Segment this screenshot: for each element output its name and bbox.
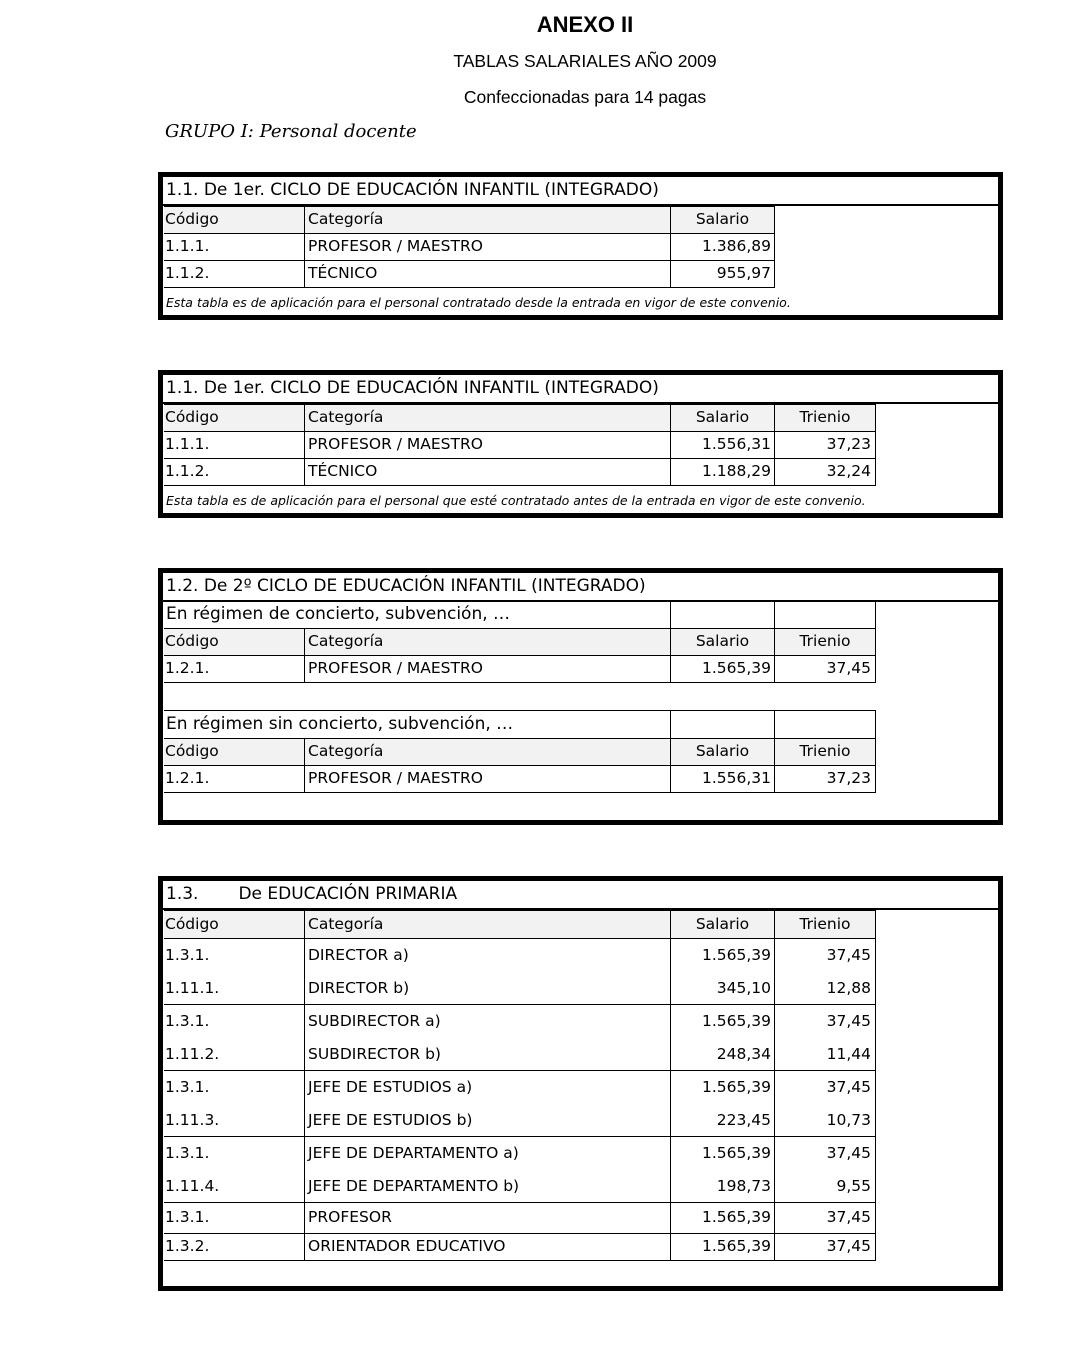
categoria-b: JEFE DE DEPARTAMENTO b): [308, 1177, 520, 1195]
empty-cell: [670, 710, 775, 739]
codigo-b: 1.11.3.: [165, 1111, 220, 1129]
categoria-b: DIRECTOR b): [308, 979, 410, 997]
codigo-b: 1.11.1.: [165, 979, 220, 997]
categoria-a: SUBDIRECTOR a): [308, 1012, 441, 1030]
col-header-categoria: Categoría: [304, 738, 671, 766]
cell-categoria: TÉCNICO: [304, 260, 671, 288]
salary-table-1: [158, 172, 1003, 320]
cell-codigo: 1.1.2.: [164, 260, 305, 288]
page-title: ANEXO II: [536, 12, 634, 37]
cell-categoria: [304, 1004, 671, 1071]
col-header-codigo: Código: [164, 738, 305, 766]
col-header-salario: Salario: [670, 628, 775, 656]
cell-trienio: [774, 1004, 876, 1071]
cell-trienio: 37,45: [774, 1233, 876, 1261]
page-subtitle-pagas: Confeccionadas para 14 pagas: [463, 87, 707, 107]
cell-categoria: PROFESOR / MAESTRO: [304, 765, 671, 793]
cell-codigo: [164, 1004, 305, 1071]
cell-categoria: [304, 938, 671, 1005]
categoria-a: JEFE DE ESTUDIOS a): [308, 1078, 473, 1096]
trienio-b: 9,55: [836, 1177, 871, 1195]
cell-codigo: 1.1.1.: [164, 233, 305, 261]
codigo-a: 1.3.1.: [165, 1144, 210, 1162]
salario-a: 1.565,39: [701, 1144, 771, 1162]
cell-categoria: [304, 1070, 671, 1137]
salario-a: 1.565,39: [701, 1078, 771, 1096]
cell-codigo: 1.3.2.: [164, 1233, 305, 1261]
cell-codigo: 1.2.1.: [164, 655, 305, 683]
regimen-label: En régimen de concierto, subvención, …: [164, 600, 671, 629]
table-note: Esta tabla es de aplicación para el personal contratado desde la entrada en vigor de este convenio.: [166, 295, 791, 310]
cell-salario: 1.386,89: [670, 233, 775, 261]
codigo-b: 1.11.4.: [165, 1177, 220, 1195]
col-header-categoria: Categoría: [304, 206, 671, 234]
col-header-categoria: Categoría: [304, 628, 671, 656]
categoria-b: JEFE DE ESTUDIOS b): [308, 1111, 473, 1129]
codigo-a: 1.3.1.: [165, 1078, 210, 1096]
cell-codigo: 1.3.1.: [164, 1202, 305, 1234]
cell-salario: [670, 1136, 775, 1203]
empty-cell: [774, 710, 876, 739]
cell-salario: [670, 1004, 775, 1071]
cell-salario: 1.565,39: [670, 1202, 775, 1234]
cell-salario: 1.556,31: [670, 431, 775, 459]
cell-salario: 1.565,39: [670, 1233, 775, 1261]
cell-categoria: ORIENTADOR EDUCATIVO: [304, 1233, 671, 1261]
cell-codigo: 1.1.2.: [164, 458, 305, 486]
cell-codigo: [164, 1136, 305, 1203]
trienio-a: 37,45: [826, 946, 871, 964]
trienio-b: 11,44: [826, 1045, 871, 1063]
cell-categoria: PROFESOR / MAESTRO: [304, 233, 671, 261]
col-header-trienio: Trienio: [774, 404, 876, 432]
cell-categoria: PROFESOR: [304, 1202, 671, 1234]
col-header-codigo: Código: [164, 206, 305, 234]
cell-categoria: PROFESOR / MAESTRO: [304, 655, 671, 683]
codigo-b: 1.11.2.: [165, 1045, 220, 1063]
regimen-label: En régimen sin concierto, subvención, …: [164, 710, 671, 739]
col-header-salario: Salario: [670, 910, 775, 939]
col-header-codigo: Código: [164, 910, 305, 939]
cell-salario: 955,97: [670, 260, 775, 288]
trienio-a: 37,45: [826, 1078, 871, 1096]
col-header-trienio: Trienio: [774, 738, 876, 766]
cell-trienio: 37,45: [774, 655, 876, 683]
cell-trienio: 37,45: [774, 1202, 876, 1234]
salario-b: 345,10: [716, 979, 771, 997]
col-header-salario: Salario: [670, 404, 775, 432]
table-title-number: 1.3.: [166, 884, 199, 904]
cell-codigo: 1.2.1.: [164, 765, 305, 793]
salario-b: 223,45: [716, 1111, 771, 1129]
salario-a: 1.565,39: [701, 946, 771, 964]
col-header-salario: Salario: [670, 206, 775, 234]
cell-salario: [670, 1070, 775, 1137]
categoria-a: DIRECTOR a): [308, 946, 409, 964]
cell-codigo: 1.1.1.: [164, 431, 305, 459]
table-title: 1.1. De 1er. CICLO DE EDUCACIÓN INFANTIL (INTEGRADO): [163, 375, 998, 404]
cell-salario: 1.188,29: [670, 458, 775, 486]
cell-salario: 1.556,31: [670, 765, 775, 793]
empty-cell: [774, 600, 876, 629]
salario-b: 248,34: [716, 1045, 771, 1063]
cell-trienio: 32,24: [774, 458, 876, 486]
table-title: 1.2. De 2º CICLO DE EDUCACIÓN INFANTIL (INTEGRADO): [163, 573, 998, 602]
col-header-trienio: Trienio: [774, 910, 876, 939]
salary-table-4: [158, 876, 1003, 1291]
cell-trienio: [774, 1070, 876, 1137]
col-header-codigo: Código: [164, 628, 305, 656]
empty-cell: [670, 600, 775, 629]
cell-salario: 1.565,39: [670, 655, 775, 683]
col-header-salario: Salario: [670, 738, 775, 766]
cell-trienio: 37,23: [774, 765, 876, 793]
trienio-b: 12,88: [826, 979, 871, 997]
trienio-a: 37,45: [826, 1144, 871, 1162]
salary-table-3: [158, 568, 1003, 825]
col-header-codigo: Código: [164, 404, 305, 432]
categoria-a: JEFE DE DEPARTAMENTO a): [308, 1144, 519, 1162]
cell-codigo: [164, 1070, 305, 1137]
cell-trienio: [774, 938, 876, 1005]
table-title: [163, 881, 998, 910]
salario-b: 198,73: [716, 1177, 771, 1195]
trienio-a: 37,45: [826, 1012, 871, 1030]
table-note: Esta tabla es de aplicación para el personal que esté contratado antes de la entrada en vigor de este convenio.: [166, 493, 866, 508]
col-header-trienio: Trienio: [774, 628, 876, 656]
categoria-b: SUBDIRECTOR b): [308, 1045, 441, 1063]
codigo-a: 1.3.1.: [165, 946, 210, 964]
salario-a: 1.565,39: [701, 1012, 771, 1030]
cell-categoria: PROFESOR / MAESTRO: [304, 431, 671, 459]
table-title-text: De EDUCACIÓN PRIMARIA: [238, 884, 458, 904]
page-subtitle: TABLAS SALARIALES AÑO 2009: [453, 51, 717, 71]
salary-table-2: [158, 370, 1003, 518]
table-title: 1.1. De 1er. CICLO DE EDUCACIÓN INFANTIL (INTEGRADO): [163, 177, 998, 206]
col-header-categoria: Categoría: [304, 910, 671, 939]
cell-categoria: TÉCNICO: [304, 458, 671, 486]
cell-salario: [670, 938, 775, 1005]
codigo-a: 1.3.1.: [165, 1012, 210, 1030]
cell-categoria: [304, 1136, 671, 1203]
trienio-b: 10,73: [826, 1111, 871, 1129]
col-header-categoria: Categoría: [304, 404, 671, 432]
cell-trienio: [774, 1136, 876, 1203]
cell-codigo: [164, 938, 305, 1005]
grupo-heading: GRUPO I: Personal docente: [165, 121, 417, 142]
cell-trienio: 37,23: [774, 431, 876, 459]
